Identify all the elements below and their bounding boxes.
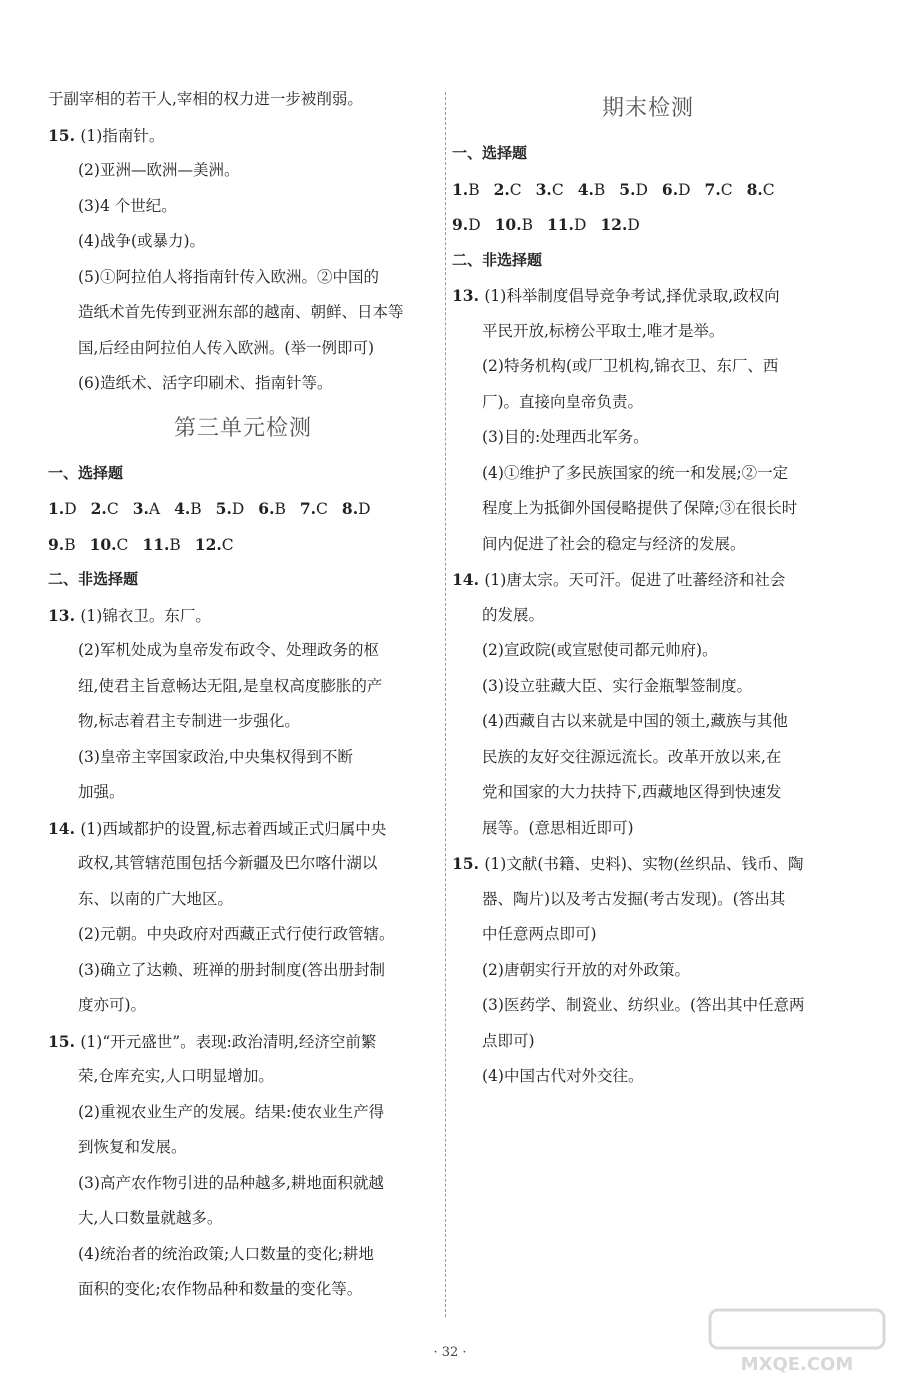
q14-line: 民族的友好交往源远流长。改革开放以来,在 xyxy=(482,747,782,766)
choice-number: 5. xyxy=(215,499,232,518)
choice-number: 5. xyxy=(619,179,636,199)
section-choice-heading: 一、选择题 xyxy=(452,144,528,162)
choice-number: 4. xyxy=(577,179,594,199)
q14-line: (2)宣政院(或宣慰使司都元帅府)。 xyxy=(482,641,718,659)
answer-line: 国,后经由阿拉伯人传入欧洲。(举一例即可) xyxy=(78,338,375,357)
q15-line: 中任意两点即可) xyxy=(482,925,597,943)
choice-number: 12. xyxy=(194,534,222,554)
choice-answer: 3.C xyxy=(535,179,564,199)
q15-line: (4)统治者的统治政策;人口数量的变化;耕地 xyxy=(78,1244,374,1263)
choice-answer: 10.C xyxy=(89,534,129,554)
choice-number: 1. xyxy=(48,499,65,518)
choice-answer: 8.D xyxy=(341,499,371,518)
q13-line: (3)目的:处理西北军务。 xyxy=(482,428,649,446)
question-number: 14. xyxy=(48,818,81,838)
q15-line: 大,人口数量就越多。 xyxy=(78,1209,223,1227)
q14-line: (4)西藏自古以来就是中国的领土,藏族与其他 xyxy=(482,712,788,730)
choice-answer: 5.D xyxy=(215,499,245,518)
q15-line: 15. (1)文献(书籍、史料)、实物(丝织品、钱币、陶 xyxy=(452,854,804,873)
q14-line: (3)设立驻藏大臣、实行金瓶掣签制度。 xyxy=(482,676,752,695)
question-number: 15. xyxy=(452,854,485,873)
choice-number: 6. xyxy=(258,499,275,518)
choice-number: 8. xyxy=(341,499,359,518)
right-column xyxy=(452,82,844,1095)
choice-answer: 9.B xyxy=(48,534,76,554)
q14-line: 度亦可)。 xyxy=(78,996,147,1014)
choice-number: 7. xyxy=(704,179,721,199)
q15-line: 面积的变化;农作物品种和数量的变化等。 xyxy=(78,1280,363,1298)
left-column xyxy=(48,82,438,1308)
watermark-logo xyxy=(708,1308,886,1378)
section-nonchoice-heading: 二、非选择题 xyxy=(452,250,543,269)
q14-line: 14. (1)西域都护的设置,标志着西域正式归属中央 xyxy=(48,818,387,838)
choice-number: 8. xyxy=(746,179,763,199)
q15-line: (3)高产农作物引进的品种越多,耕地面积就越 xyxy=(78,1173,384,1192)
question-number: 13. xyxy=(452,286,485,305)
choice-answer: 11.D xyxy=(546,215,587,234)
q13-line: (2)特务机构(或厂卫机构,锦衣卫、东厂、西 xyxy=(482,357,779,375)
answer-line: 于副宰相的若干人,宰相的权力进一步被削弱。 xyxy=(48,90,363,108)
choice-answer: 7.C xyxy=(704,179,733,199)
choice-number: 9. xyxy=(452,215,469,234)
choices-row-2 xyxy=(48,527,438,563)
choices-row-2 xyxy=(452,207,844,243)
q13-line: 平民开放,标榜公平取士,唯才是举。 xyxy=(482,321,725,340)
q14-line: 14. (1)唐太宗。天可汗。促进了吐蕃经济和社会 xyxy=(452,570,786,589)
q15-line: (2)重视农业生产的发展。结果:使农业生产得 xyxy=(78,1102,385,1121)
choice-number: 9. xyxy=(48,534,65,554)
q14-line: 展等。(意思相近即可) xyxy=(482,818,634,837)
choice-answer: 3.A xyxy=(132,499,161,518)
choice-number: 2. xyxy=(493,179,510,199)
q15-line: (2)唐朝实行开放的对外政策。 xyxy=(482,960,690,979)
choices-row-1 xyxy=(452,172,844,208)
choice-number: 10. xyxy=(494,215,522,234)
q14-line: 的发展。 xyxy=(482,605,545,624)
q14-line: 党和国家的大力扶持下,西藏地区得到快速发 xyxy=(482,783,782,801)
choice-answer: 12.C xyxy=(194,534,234,554)
choice-number: 3. xyxy=(535,179,552,199)
q13-line: 厂)。直接向皇帝负责。 xyxy=(482,392,644,411)
choice-number: 10. xyxy=(89,534,117,554)
question-number: 14. xyxy=(452,570,485,589)
q14-line: (2)元朝。中央政府对西藏正式行使行政管辖。 xyxy=(78,925,395,943)
choice-answer: 12.D xyxy=(600,215,640,234)
q14-line: (3)确立了达赖、班禅的册封制度(答出册封制 xyxy=(78,960,386,979)
choice-answer: 9.D xyxy=(452,215,481,234)
choice-answer: 8.C xyxy=(746,179,775,199)
choice-answer: 6.D xyxy=(661,179,691,199)
choice-answer: 4.B xyxy=(577,179,606,199)
q15-line: (3)医药学、制瓷业、纺织业。(答出其中任意两 xyxy=(482,996,805,1014)
q15-line: 到恢复和发展。 xyxy=(78,1138,187,1156)
choice-answer: 11.B xyxy=(142,534,181,554)
page-number: · 32 · xyxy=(433,1345,467,1360)
q15-line: 器、陶片)以及考古发掘(考古发现)。(答出其 xyxy=(482,889,786,908)
q14-line: 政权,其管辖范围包括今新疆及巴尔喀什湖以 xyxy=(78,854,378,872)
question-number: 15. xyxy=(48,1031,81,1051)
answer-line: (4)战争(或暴力)。 xyxy=(78,232,206,250)
answer-line: (2)亚洲—欧洲—美洲。 xyxy=(78,161,240,179)
choice-answer: 1.D xyxy=(48,499,77,518)
choice-answer: 2.C xyxy=(90,499,119,518)
q13-line: (3)皇帝主宰国家政治,中央集权得到不断 xyxy=(78,747,353,766)
choice-number: 6. xyxy=(661,179,679,199)
q13-line: (4)①维护了多民族国家的统一和发展;②一定 xyxy=(482,463,789,482)
choice-number: 7. xyxy=(299,499,317,518)
watermark-text: MXQE.COM xyxy=(740,1354,854,1375)
choice-answer: 10.B xyxy=(494,215,533,234)
choice-number: 2. xyxy=(90,499,107,518)
q13-line: 13. (1)锦衣卫。东厂。 xyxy=(48,605,211,625)
q15-line: (4)中国古代对外交往。 xyxy=(482,1067,644,1085)
q13-line: 程度上为抵御外国侵略提供了保障;③在很长时 xyxy=(482,499,798,517)
q13-line: (2)军机处成为皇帝发布政令、处理政务的枢 xyxy=(78,641,379,659)
q13-line: 13. (1)科举制度倡导竞争考试,择优录取,政权向 xyxy=(452,286,780,305)
choice-number: 1. xyxy=(452,179,469,199)
q13-line: 间内促进了社会的稳定与经济的发展。 xyxy=(482,534,746,553)
answer-line: (5)①阿拉伯人将指南针传入欧洲。②中国的 xyxy=(78,267,379,286)
q15-line: 点即可) xyxy=(482,1031,535,1050)
q13-line: 物,标志着君主专制进一步强化。 xyxy=(78,712,300,730)
choice-number: 3. xyxy=(132,499,149,518)
choice-number: 12. xyxy=(600,215,628,234)
question-number: 13. xyxy=(48,605,81,625)
section-nonchoice-heading: 二、非选择题 xyxy=(48,570,139,588)
question-number: 15. xyxy=(48,125,81,145)
q15-prev-line: 15. (1)指南针。 xyxy=(48,125,165,145)
q13-line: 纽,使君主旨意畅达无阻,是皇权高度膨胀的产 xyxy=(78,676,383,695)
choice-answer: 6.B xyxy=(258,499,286,518)
choice-answer: 5.D xyxy=(619,179,648,199)
choice-answer: 2.C xyxy=(493,179,522,199)
q13-line: 加强。 xyxy=(78,783,125,801)
answer-line: 造纸术首先传到亚洲东部的越南、朝鲜、日本等 xyxy=(78,303,404,321)
choice-number: 11. xyxy=(142,534,170,554)
q15-line: 15. (1)“开元盛世”。表现:政治清明,经济空前繁 xyxy=(48,1031,377,1051)
q15-line: 荣,仓库充实,人口明显增加。 xyxy=(78,1067,274,1085)
unit3-title: 第三单元检测 xyxy=(173,415,312,441)
choice-number: 4. xyxy=(174,499,191,518)
choice-answer: 4.B xyxy=(174,499,202,518)
choices-row-1 xyxy=(48,491,438,527)
section-choice-heading: 一、选择题 xyxy=(48,463,124,482)
column-divider xyxy=(445,92,446,1317)
choice-answer: 1.B xyxy=(452,179,480,199)
q14-line: 东、以南的广大地区。 xyxy=(78,889,234,908)
choice-answer: 7.C xyxy=(299,499,328,518)
answer-line: (6)造纸术、活字印刷术、指南针等。 xyxy=(78,374,333,392)
answer-line: (3)4 个世纪。 xyxy=(78,196,177,215)
choice-number: 11. xyxy=(546,215,574,234)
final-exam-title: 期末检测 xyxy=(601,96,694,121)
